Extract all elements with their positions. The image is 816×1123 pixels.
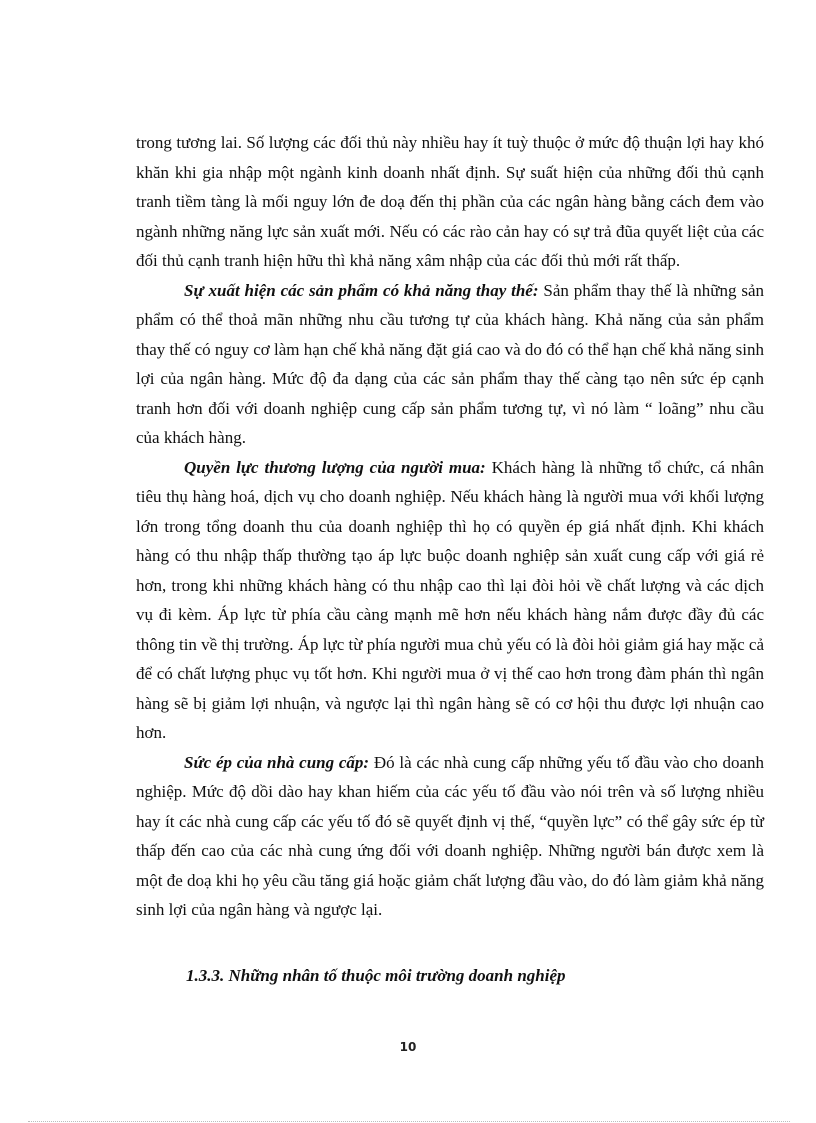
paragraph-text: Sản phẩm thay thế là những sản phẩm có thể thoả mãn những nhu cầu tương tự của khách hàng. Khả năng của sản phẩm thay thế có nguy cơ làm hạn chế khả năng đặt giá cao và do đó có thể hạn chế khả năng sinh lợi của ngân hàng. Mức độ đa dạng của các sản phẩm thay thế càng tạo nên sức ép cạnh tranh hơn đối với doanh nghiệp cung cấp sản phẩm tương tự, vì nó làm “ loãng” nhu cầu của khách hàng. [136, 280, 764, 447]
paragraph-new-entrants [136, 128, 764, 276]
paragraph-buyer-power [136, 453, 764, 748]
paragraph-lead-substitutes: Sự xuất hiện các sản phẩm có khả năng thay thế: [184, 280, 539, 300]
page-bottom-divider [28, 1121, 790, 1122]
paragraph-text: Khách hàng là những tổ chức, cá nhân tiêu thụ hàng hoá, dịch vụ cho doanh nghiệp. Nếu khách hàng là người mua với khối lượng lớn trong tổng doanh thu của doanh nghiệp thì họ có quyền ép giá nhất định. Khi khách hàng có thu nhập thấp thường tạo áp lực buộc doanh nghiệp sản xuất cung cấp với giá rẻ hơn, trong khi những khách hàng có thu nhập cao thì lại đòi hỏi về chất lượng và các dịch vụ đi kèm. Áp lực từ phía cầu càng mạnh mẽ hơn nếu khách hàng nắm được đầy đủ các thông tin về thị trường. Áp lực từ phía người mua chủ yếu có là đòi hỏi giảm giá hay mặc cả để có chất lượng phục vụ tốt hơn. Khi người mua ở vị thế cao hơn trong đàm phán thì ngân hàng sẽ bị giảm lợi nhuận, và ngược lại thì ngân hàng sẽ có cơ hội thu được lợi nhuận cao hơn. [136, 457, 765, 742]
page-number: 10 [399, 1040, 417, 1054]
paragraph-text: trong tương lai. Số lượng các đối thủ này nhiều hay ít tuỳ thuộc ở mức độ thuận lợi hay khó khăn khi gia nhập một ngành kinh doanh nhất định. Sự suất hiện của những đối thủ cạnh tranh tiềm tàng là mối nguy lớn đe doạ đến thị phần của các ngân hàng bằng cách đem vào ngành những năng lực sản xuất mới. Nếu có các rào cản hay có sự trả đũa quyết liệt của các đối thủ cạnh tranh hiện hữu thì khả năng xâm nhập của các đối thủ mới rất thấp. [136, 133, 764, 270]
paragraph-supplier-power [136, 748, 764, 925]
paragraph-substitutes [136, 276, 764, 453]
section-heading: 1.3.3. Những nhân tố thuộc môi trường doanh nghiệp [186, 966, 566, 985]
body-text [136, 128, 764, 925]
paragraph-lead-buyer-power: Quyền lực thương lượng của người mua: [184, 457, 486, 477]
paragraph-lead-supplier-power: Sức ép của nhà cung cấp: [184, 752, 370, 772]
paragraph-text: Đó là các nhà cung cấp những yếu tố đầu vào cho doanh nghiệp. Mức độ dồi dào hay khan hiếm của các yếu tố đầu vào nói trên và số lượng nhiều hay ít các nhà cung cấp các yếu tố đó sẽ quyết định vị thế, “quyền lực” có thể gây sức ép từ thấp đến cao của các nhà cung ứng đối với doanh nghiệp. Những người bán được xem là một đe doạ khi họ yêu cầu tăng giá hoặc giảm chất lượng đầu vào, do đó làm giảm khả năng sinh lợi của ngân hàng và ngược lại. [136, 752, 764, 919]
